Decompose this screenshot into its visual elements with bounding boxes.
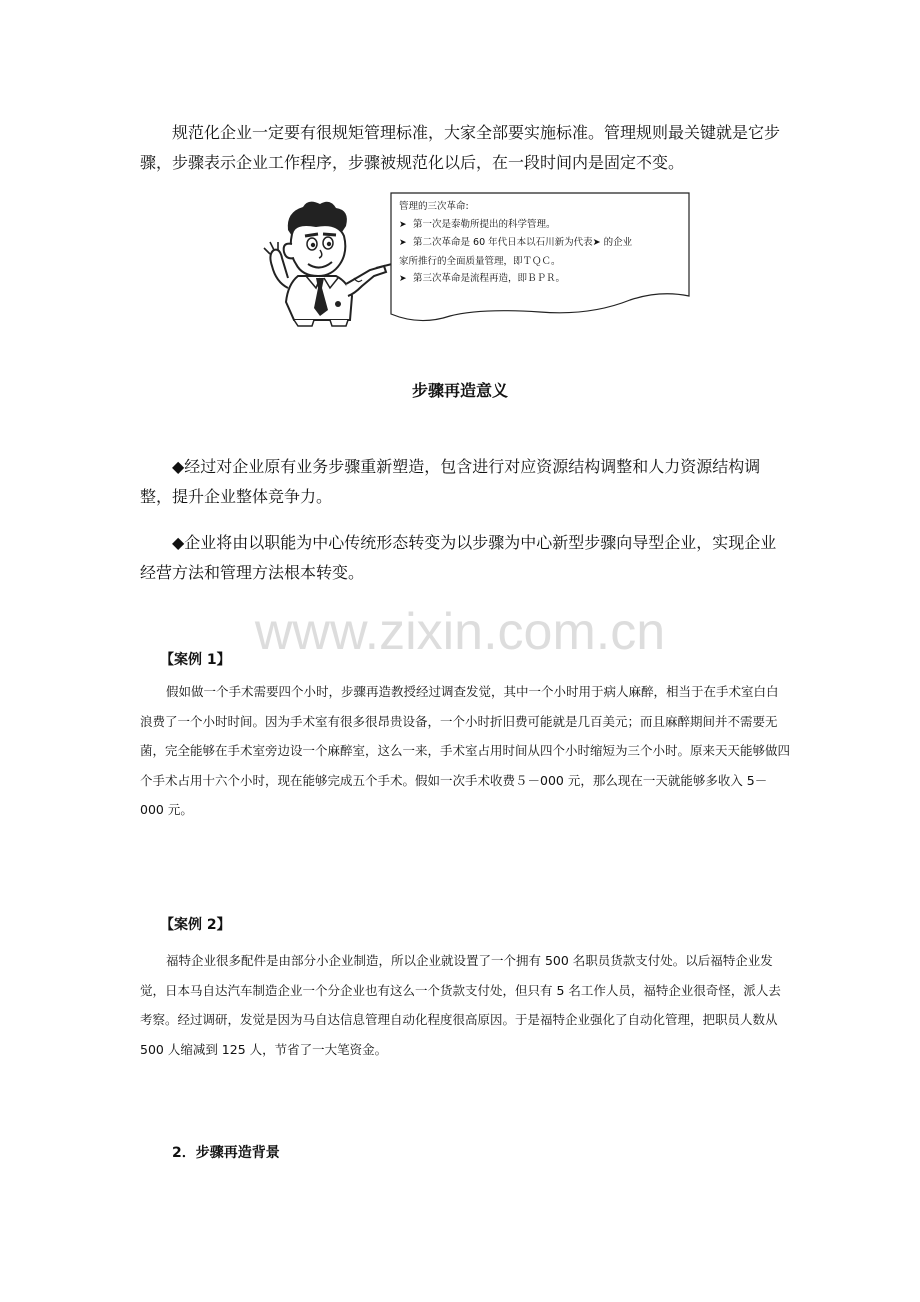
callout-line-2-text: 第二次革命是 60 年代日本以石川新为代表➤ 的企业 [413, 237, 633, 248]
callout-line-4 [399, 270, 691, 289]
section-title: 步骤再造意义 [411, 381, 508, 400]
arrow-bullet-icon: ➤ [399, 219, 407, 230]
management-revolution-figure [258, 192, 698, 332]
callout-line-3: 家所推行的全面质量管理，即ＴＱＣ。 [399, 255, 561, 267]
bullet-paragraph-1: ◆经过对企业原有业务步骤重新塑造，包含进行对应资源结构调整和人力资源结构调整，提升企业整体竞争力。 [140, 457, 761, 506]
watermark: www.zixin.com.cn [254, 603, 666, 661]
case-1-heading: 【案例 1】 [160, 652, 231, 668]
callout-line-1-text: 第一次是泰勒所提出的科学管理。 [413, 218, 556, 230]
cartoon-man-pointing-illustration [258, 192, 398, 327]
callout-title: 管理的三次革命: [399, 201, 469, 212]
arrow-bullet-icon: ➤ [399, 238, 407, 248]
intro-paragraph: 规范化企业一定要有很规矩管理标准，大家全部要实施标准。管理规则最关键就是它步骤，步骤表示企业工作程序，步骤被规范化以后，在一段时间内是固定不变。 [140, 123, 781, 172]
callout-line-1 [399, 216, 691, 235]
section-heading-2: 2．步骤再造背景 [172, 1145, 280, 1161]
case-2-heading: 【案例 2】 [160, 917, 231, 933]
callout-line-4-text: 第三次革命是流程再造，即ＢＰＲ。 [413, 273, 566, 284]
case-1-text: 假如做一个手术需要四个小时，步骤再造教授经过调查发觉，其中一个小时用于病人麻醉，相当于在手术室白白浪费了一个小时时间。因为手术室有很多很昂贵设备，一个小时折旧费可能就是几百美元；而且麻醉期间并不需要无菌，完全能够在手术室旁边设一个麻醉室，这么一来，手术室占用时间从四个小时缩短为三个小时。原来天天能够做四个手术占用十六个小时，现在能够完成五个手术。假如一次手术收费５－000 元，那么现在一天就能够多收入 5－000 元。 [140, 684, 791, 817]
case-2-text: 福特企业很多配件是由部分小企业制造，所以企业就设置了一个拥有 500 名职员货款支付处。以后福特企业发觉，日本马自达汽车制造企业一个分企业也有这么一个货款支付处，但只有 5 名工作人员，福特企业很奇怪，派人去考察。经过调研，发觉是因为马自达信息管理自动化程度很高原因。于是福特企业强化了自动化管理，把职员人数从 500 人缩减到 125 人，节省了一大笔资金。 [140, 953, 781, 1057]
arrow-bullet-icon: ➤ [399, 274, 407, 284]
callout-line-2 [399, 234, 691, 253]
callout-text [399, 198, 691, 289]
bullet-paragraph-2: ◆企业将由以职能为中心传统形态转变为以步骤为中心新型步骤向导型企业，实现企业经营方法和管理方法根本转变。 [140, 533, 777, 582]
